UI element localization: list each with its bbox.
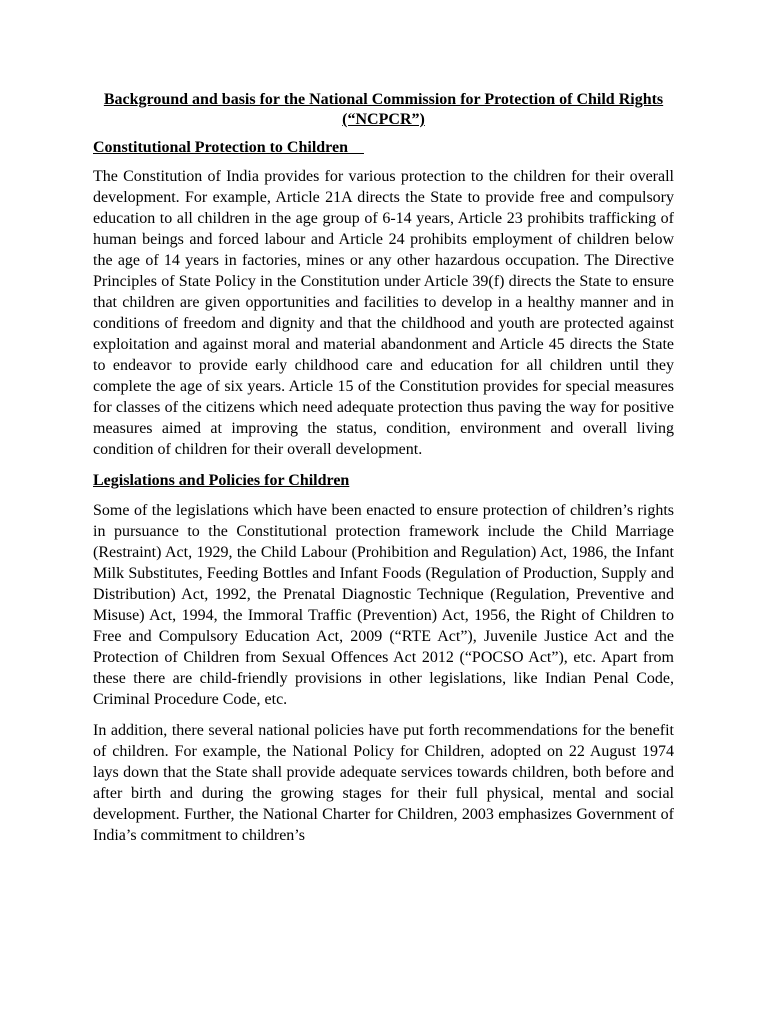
paragraph-constitutional-protection: The Constitution of India provides for various protection to the children for their overall development. For example, Article 21A directs the State to provide free and compulsory education to all children in the age group of 6-14 years, Article 23 prohibits trafficking of human beings and forced labour and Article 24 prohibits employment of children below the age of 14 years in factories, mines or any other hazardous occupation. The Directive Principles of State Policy in the Constitution under Article 39(f) directs the State to ensure that children are given opportunities and facilities to develop in a healthy manner and in conditions of freedom and dignity and that the childhood and youth are protected against exploitation and against moral and material abandonment and Article 45 directs the State to endeavor to provide early childhood care and education for all children until they complete the age of six years. Article 15 of the Constitution provides for special measures for classes of the citizens which need adequate protection thus paving the way for positive measures aimed at improving the status, condition, environment and overall living condition of children for their overall development. xyxy=(93,168,674,458)
document-page xyxy=(93,86,674,846)
paragraph-national-policies: In addition, there several national policies have put forth recommendations for the benefit of children. For example, the National Policy for Children, adopted on 22 August 1974 lays down that the State shall provide adequate services towards children, both before and after birth and during the growing stages for their full physical, mental and social development. Further, the National Charter for Children, 2003 emphasizes Government of India’s commitment to children’s xyxy=(93,722,674,844)
document-title: Background and basis for the National Commission for Protection of Child Rights (“NCPCR”) xyxy=(103,91,664,128)
paragraph-legislations: Some of the legislations which have been enacted to ensure protection of children’s rights in pursuance to the Constitutional protection framework include the Child Marriage (Restraint) Act, 1929, the Child Labour (Prohibition and Regulation) Act, 1986, the Infant Milk Substitutes, Feeding Bottles and Infant Foods (Regulation of Production, Supply and Distribution) Act, 1992, the Prenatal Diagnostic Technique (Regulation, Preventive and Misuse) Act, 1994, the Immoral Traffic (Prevention) Act, 1956, the Right of Children to Free and Compulsory Education Act, 2009 (“RTE Act”), Juvenile Justice Act and the Protection of Children from Sexual Offences Act 2012 (“POCSO Act”), etc. Apart from these there are child-friendly provisions in other legislations, like Indian Penal Code, Criminal Procedure Code, etc. xyxy=(93,502,674,708)
section-heading-constitutional-protection: Constitutional Protection to Children xyxy=(93,139,364,156)
section-heading-legislations-policies: Legislations and Policies for Children xyxy=(93,472,350,489)
